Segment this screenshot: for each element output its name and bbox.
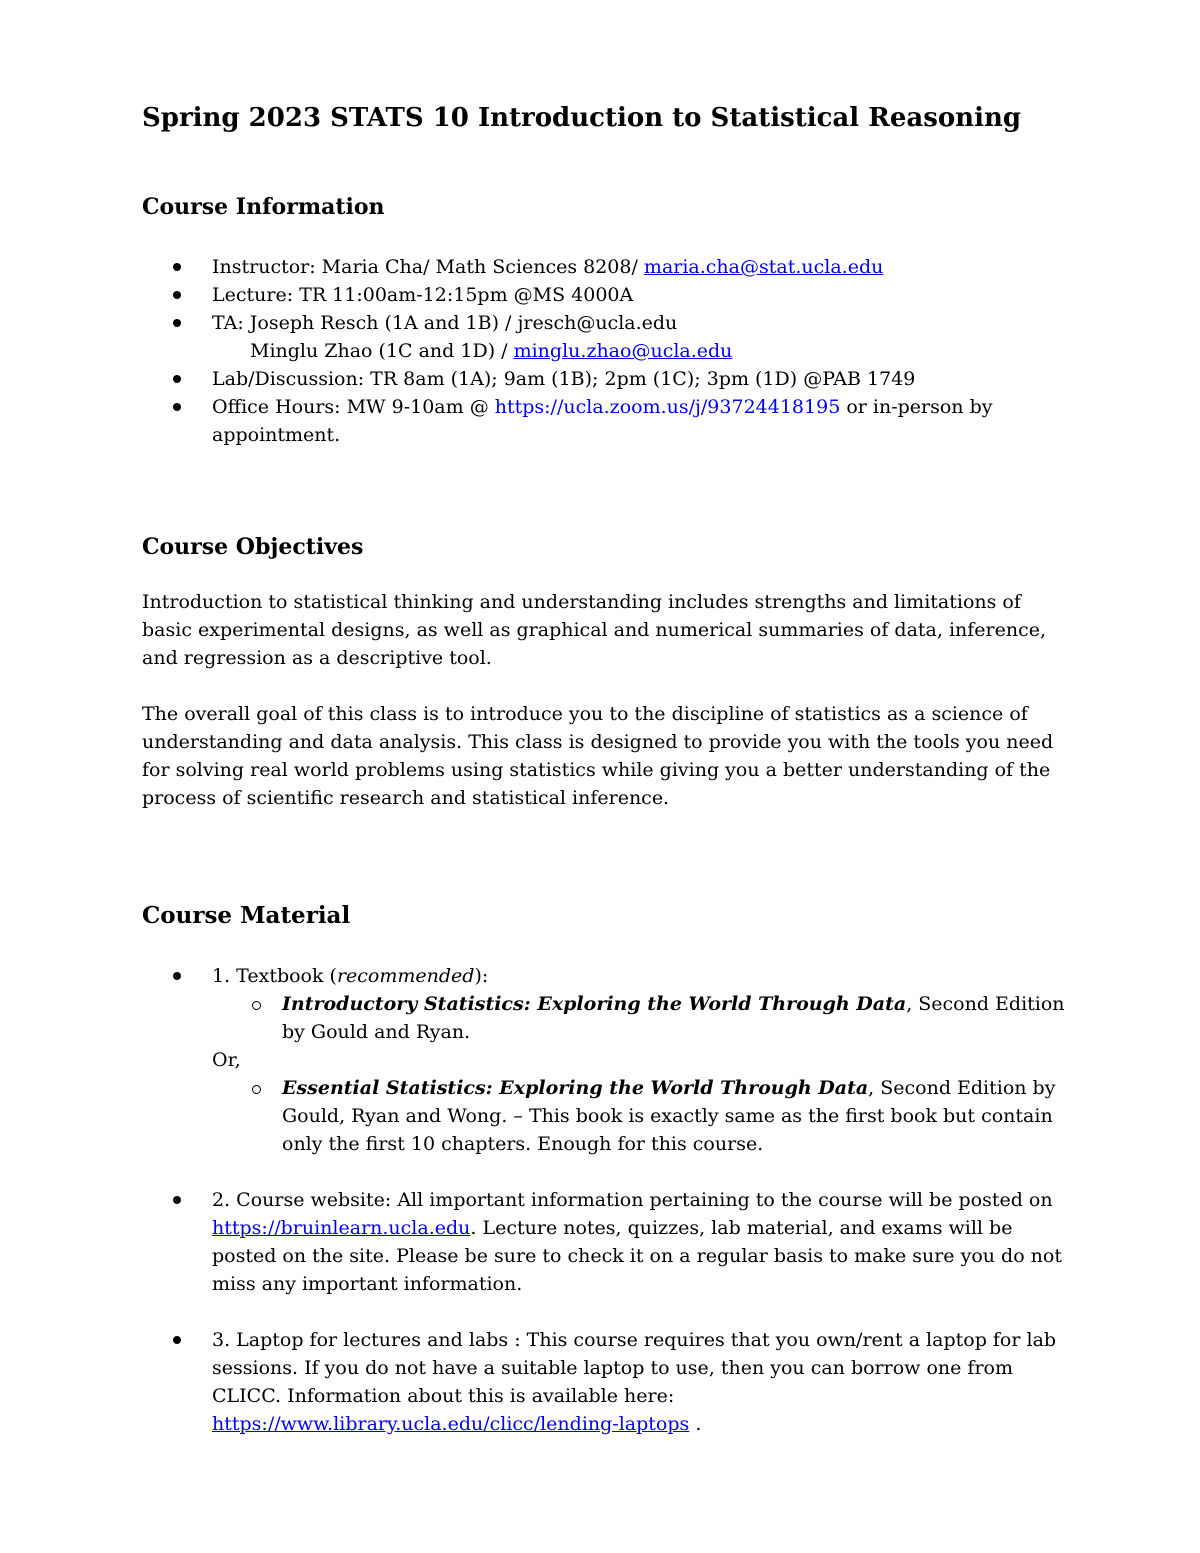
textbook-sublist-1: [212, 990, 1070, 1046]
or-text: Or,: [212, 1049, 241, 1071]
course-information-list: [170, 253, 1070, 449]
spacer: [212, 1298, 1070, 1326]
ta-email-link[interactable]: minglu.zhao@ucla.edu: [513, 340, 733, 362]
lending-laptops-link[interactable]: https://www.library.ucla.edu/clicc/lending-laptops: [212, 1413, 690, 1435]
office-hours-text: Office Hours: MW 9-10am @: [212, 396, 495, 418]
textbook-recommended: recommended: [336, 965, 475, 987]
book-item-2: [212, 1074, 1070, 1158]
book-item-1: [212, 990, 1070, 1046]
ta-line-1: TA: Joseph Resch (1A and 1B) / jresch@ucla.edu: [212, 312, 678, 334]
instructor-email-link[interactable]: maria.cha@stat.ucla.edu: [643, 256, 884, 278]
list-item: [170, 281, 1070, 309]
list-item: [170, 253, 1070, 281]
ta-line-2: [212, 337, 1070, 365]
list-item: [170, 962, 1070, 1186]
ta-line-2-text: Minglu Zhao (1C and 1D) /: [250, 340, 514, 362]
website-suffix: . Lecture notes, quizzes, lab material, and exams will be posted on the site. Please be sure to check it on a regular basis to make sure you do not miss any important information.: [212, 1217, 1062, 1295]
list-item: [170, 1186, 1070, 1326]
book2-rest: , Second Edition by Gould, Ryan and Wong. – This book is exactly same as the first book but contain only the first 10 chapters. Enough for this course.: [282, 1077, 1056, 1155]
book1-title: Introductory Statistics: Exploring the World Through Data: [282, 993, 907, 1015]
instructor-text: Instructor: Maria Cha/ Math Sciences 8208/: [212, 256, 644, 278]
zoom-link[interactable]: https://ucla.zoom.us/j/93724418195: [494, 396, 841, 418]
lecture-text: Lecture: TR 11:00am-12:15pm @MS 4000A: [212, 284, 634, 306]
website-text: 2. Course website: All important information pertaining to the course will be posted on: [212, 1189, 1053, 1211]
book2-title: Essential Statistics: Exploring the World Through Data: [282, 1077, 869, 1099]
objectives-paragraph-1: Introduction to statistical thinking and understanding includes strengths and limitations of basic experimental designs, as well as graphical and numerical summaries of data, inference, and regression as a descriptive tool.: [142, 591, 1047, 669]
laptop-text: 3. Laptop for lectures and labs : This course requires that you own/rent a laptop for lab sessions. If you do not have a suitable laptop to use, then you can borrow one from CLICC. Information about this is available here:: [212, 1329, 1057, 1407]
list-item: [170, 309, 1070, 365]
textbook-line: [212, 962, 1070, 990]
bruinlearn-link[interactable]: https://bruinlearn.ucla.edu: [212, 1217, 471, 1239]
objectives-paragraph-2: The overall goal of this class is to introduce you to the discipline of statistics as a science of understanding and data analysis. This class is designed to provide you with the tools you need for solving real world problems using statistics while giving you a better understanding of the process of scientific research and statistical inference.: [142, 703, 1054, 809]
textbook-label: 1. Textbook (: [212, 965, 337, 987]
list-item: [170, 365, 1070, 393]
book1-rest: , Second Edition by Gould and Ryan.: [282, 993, 1065, 1043]
lab-text: Lab/Discussion: TR 8am (1A); 9am (1B); 2pm (1C); 3pm (1D) @PAB 1749: [212, 368, 916, 390]
page-title: Spring 2023 STATS 10 Introduction to Statistical Reasoning: [142, 103, 1022, 133]
course-material-heading: Course Material: [142, 902, 351, 929]
textbook-suffix: ):: [474, 965, 489, 987]
course-information-heading: Course Information: [142, 194, 385, 220]
laptop-suffix: .: [689, 1413, 702, 1435]
spacer: [212, 1158, 1070, 1186]
office-hours-suffix: or in-person by appointment.: [212, 396, 993, 446]
textbook-sublist-2: [212, 1074, 1070, 1158]
course-objectives-heading: Course Objectives: [142, 534, 364, 560]
list-item: [170, 1326, 1070, 1438]
course-material-list: [170, 962, 1070, 1438]
list-item: [170, 393, 1070, 449]
